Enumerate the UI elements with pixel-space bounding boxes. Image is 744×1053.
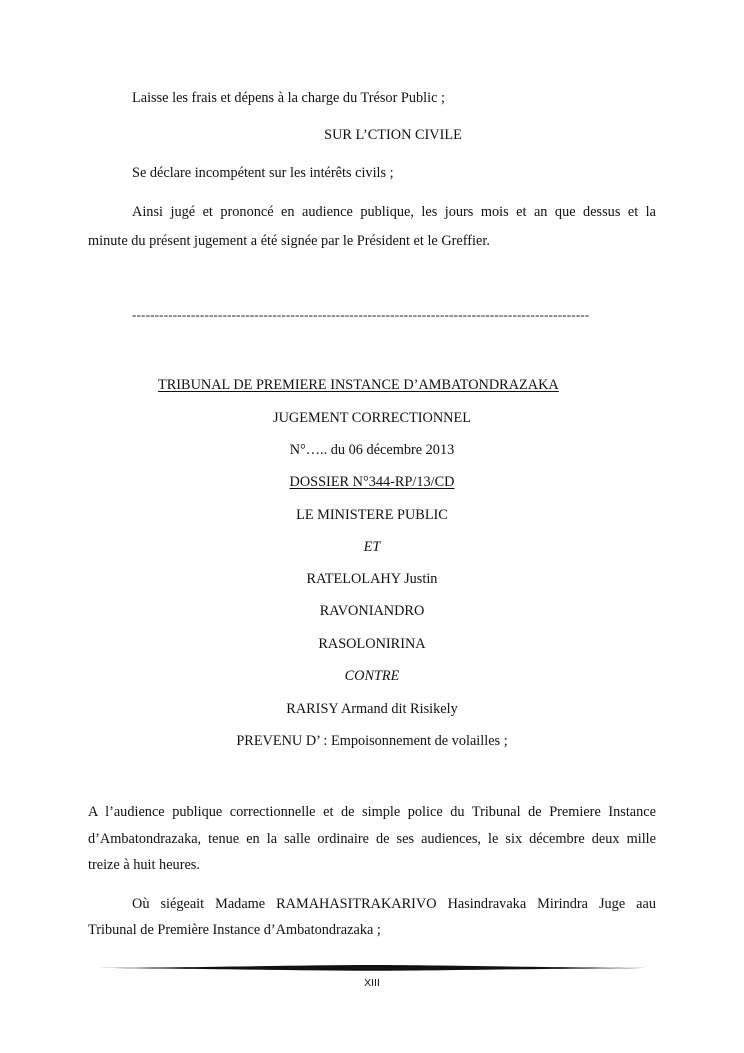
- jugement-number: N°….. du 06 décembre 2013: [289, 442, 455, 458]
- ministere-public: LE MINISTERE PUBLIC: [296, 507, 448, 523]
- audience-line-3: treize à huit heures.: [88, 857, 200, 873]
- contre-label: CONTRE: [344, 668, 400, 684]
- partie-2: RAVONIANDRO: [319, 603, 425, 619]
- incompetent-paragraph: Se déclare incompétent sur les intérêts civils ;: [132, 165, 394, 181]
- partie-3: RASOLONIRINA: [318, 636, 426, 652]
- partie-1: RATELOLAHY Justin: [306, 571, 438, 587]
- ainsi-paragraph-line-2: minute du présent jugement a été signée par le Président et le Greffier.: [88, 233, 490, 249]
- footer-rule: [98, 962, 646, 974]
- prevenu-charge: PREVENU D’ : Empoisonnement de volailles ;: [236, 733, 508, 749]
- audience-line-1: A l’audience publique correctionnelle et de simple police du Tribunal de Premiere Instance: [88, 804, 656, 820]
- audience-line-2: d’Ambatondrazaka, tenue en la salle ordinaire de ses audiences, le six décembre deux mille: [88, 831, 656, 847]
- tribunal-title: TRIBUNAL DE PREMIERE INSTANCE D’AMBATONDRAZAKA: [158, 377, 559, 393]
- frais-paragraph: Laisse les frais et dépens à la charge du Trésor Public ;: [132, 90, 446, 106]
- page-number: XIII: [364, 977, 380, 989]
- dashed-separator: -----------------------------------------------------------------------------------------------------: [132, 307, 590, 322]
- action-civile-heading: SUR L’CTION CIVILE: [324, 127, 462, 143]
- dossier-reference-wrap: [0, 473, 744, 491]
- prevenu-name: RARISY Armand dit Risikely: [286, 701, 458, 717]
- et-label: ET: [363, 539, 381, 555]
- siege-line-2: Tribunal de Première Instance d’Ambatondrazaka ;: [88, 922, 381, 938]
- ainsi-paragraph-line-1: Ainsi jugé et prononcé en audience publique, les jours mois et an que dessus et la: [132, 204, 656, 220]
- dossier-reference: DOSSIER N°344-RP/13/CD: [289, 474, 455, 490]
- jugement-title: JUGEMENT CORRECTIONNEL: [273, 410, 471, 426]
- siege-line-1: Où siégeait Madame RAMAHASITRAKARIVO Hasindravaka Mirindra Juge aau: [132, 896, 656, 912]
